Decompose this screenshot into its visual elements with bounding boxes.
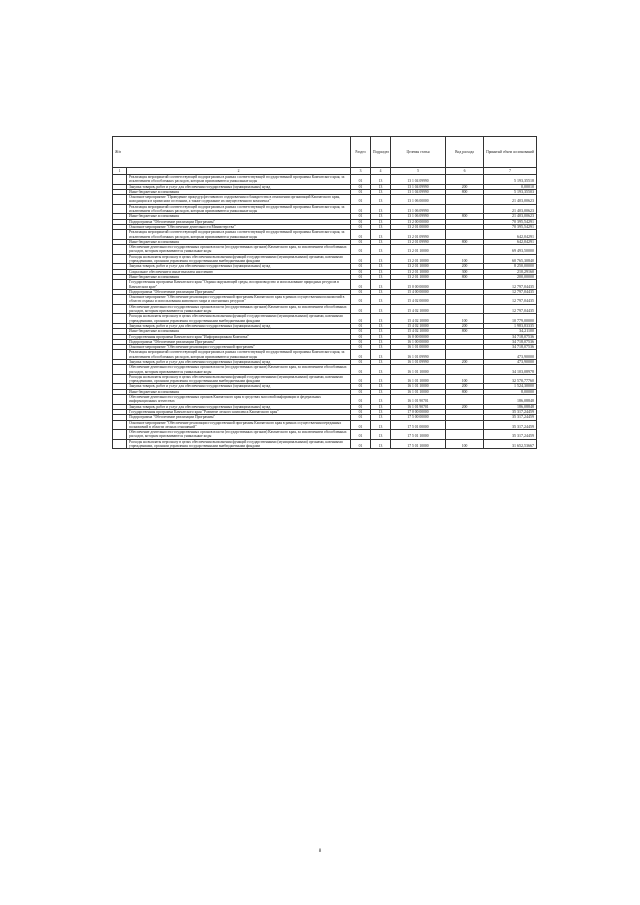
budget-table-sheet — [112, 136, 536, 449]
row-name-cell: Закупка товаров, работ и услуг для обеспечения государственных (муниципальных) нужд — [127, 359, 351, 364]
row-name-cell: Расходы на выплаты персоналу в целях обеспечения выполнения функций государственными (муниципальными) органами, казенными учреждениями, органами управления государственными внебюджетными фондами — [127, 314, 351, 324]
row-podrazdel-cell: 13 — [371, 269, 391, 274]
row-target-article-cell: 13 2 01 09990 — [391, 230, 446, 240]
row-expense-type-cell — [446, 365, 484, 375]
row-podrazdel-cell: 13 — [371, 280, 391, 290]
row-name-cell: Иные бюджетные ассигнования — [127, 389, 351, 394]
row-allocation-cell: 21 403,00623 — [484, 204, 537, 214]
row-allocation-cell: 5 193,35503 — [484, 189, 537, 194]
row-allocation-cell: 34 718,07536 — [484, 334, 537, 339]
row-name-cell: Основное мероприятие "Обеспечение деятельности Министерства" — [127, 224, 351, 229]
row-target-article-cell: 13 1 04 09990 — [391, 175, 446, 185]
table-row — [113, 420, 537, 430]
row-expense-type-cell: 100 — [446, 314, 484, 324]
row-index-cell — [113, 175, 127, 185]
row-target-article-cell: 16 0 00 00000 — [391, 334, 446, 339]
column-number: 7 — [484, 168, 537, 175]
row-podrazdel-cell: 13 — [371, 295, 391, 305]
row-allocation-cell: 34 718,07536 — [484, 339, 537, 344]
row-target-article-cell: 13 2 01 10000 — [391, 264, 446, 269]
row-razdel-cell: 01 — [351, 204, 371, 214]
row-razdel-cell: 01 — [351, 329, 371, 334]
row-razdel-cell: 01 — [351, 280, 371, 290]
row-index-cell — [113, 245, 127, 255]
row-target-article-cell: 17 5 01 00000 — [391, 420, 446, 430]
row-expense-type-cell — [446, 245, 484, 255]
row-index-cell — [113, 304, 127, 314]
row-podrazdel-cell: 13 — [371, 323, 391, 328]
row-podrazdel-cell: 13 — [371, 189, 391, 194]
row-expense-type-cell: 800 — [446, 329, 484, 334]
column-numbers-row — [113, 168, 537, 175]
row-target-article-cell: 13 2 01 00000 — [391, 224, 446, 229]
row-name-cell: Подпрограмма "Обеспечение реализации Программы" — [127, 415, 351, 420]
row-name-cell: Расходы на выплаты персоналу в целях обеспечения выполнения функций государственными (муниципальными) органами, казенными учреждениями, органами управления государственными внебюджетными фондами — [127, 254, 351, 264]
row-razdel-cell: 01 — [351, 254, 371, 264]
row-target-article-cell: 16 1 01 90701 — [391, 404, 446, 409]
row-allocation-cell: 34 718,07536 — [484, 345, 537, 350]
row-razdel-cell: 01 — [351, 184, 371, 189]
row-podrazdel-cell: 13 — [371, 384, 391, 389]
row-target-article-cell: 16 1 01 90701 — [391, 395, 446, 405]
row-razdel-cell: 01 — [351, 323, 371, 328]
column-number: 4 — [371, 168, 391, 175]
row-expense-type-cell: 200 — [446, 264, 484, 269]
row-name-cell: Иные бюджетные ассигнования — [127, 239, 351, 244]
row-podrazdel-cell: 13 — [371, 359, 391, 364]
row-podrazdel-cell: 13 — [371, 415, 391, 420]
table-row — [113, 195, 537, 205]
table-row — [113, 365, 537, 375]
row-allocation-cell: 69 493,50000 — [484, 245, 537, 255]
table-row — [113, 175, 537, 185]
row-razdel-cell: 01 — [351, 295, 371, 305]
row-razdel-cell: 01 — [351, 195, 371, 205]
row-allocation-cell: 32 570,77760 — [484, 374, 537, 384]
row-expense-type-cell: 800 — [446, 189, 484, 194]
row-target-article-cell: 15 4 00 00000 — [391, 289, 446, 294]
row-expense-type-cell: 100 — [446, 374, 484, 384]
row-name-cell: Иные бюджетные ассигнования — [127, 329, 351, 334]
table-row — [113, 314, 537, 324]
row-expense-type-cell: 800 — [446, 389, 484, 394]
row-name-cell: Закупка товаров, работ и услуг для обеспечения государственных (муниципальных) нужд — [127, 323, 351, 328]
row-name-cell: Реализация мероприятий соответствующей подпрограммы в рамках соответствующей государственной программы Камчатского края, за исключением обособленных расходов, которым присваиваются уникальные коды — [127, 230, 351, 240]
row-name-cell: Подпрограмма "Обеспечение реализации Программы" — [127, 289, 351, 294]
row-allocation-cell: 21 403,00623 — [484, 214, 537, 219]
row-name-cell: Подпрограмма "Обеспечение реализации Программы" — [127, 219, 351, 224]
row-allocation-cell: 1 983,83335 — [484, 323, 537, 328]
row-allocation-cell: 34,21100 — [484, 329, 537, 334]
row-allocation-cell: 642,04291 — [484, 239, 537, 244]
row-podrazdel-cell: 13 — [371, 245, 391, 255]
row-podrazdel-cell: 13 — [371, 254, 391, 264]
row-target-article-cell: 17 5 01 10000 — [391, 439, 446, 449]
row-allocation-cell: 60 765,30840 — [484, 254, 537, 264]
header-podrazdel: Подраздел — [371, 137, 391, 168]
row-allocation-cell: 473,90000 — [484, 359, 537, 364]
row-index-cell — [113, 365, 127, 375]
row-target-article-cell: 16 1 01 09990 — [391, 359, 446, 364]
table-row — [113, 350, 537, 360]
row-podrazdel-cell: 13 — [371, 409, 391, 414]
page-number: 8 — [318, 849, 322, 854]
row-target-article-cell: 13 1 06 09990 — [391, 214, 446, 219]
row-allocation-cell: 21 403,00623 — [484, 195, 537, 205]
row-index-cell — [113, 254, 127, 264]
header-number: Ж/в — [113, 137, 351, 168]
column-number: 1 — [113, 168, 127, 175]
row-target-article-cell: 15 4 02 10000 — [391, 304, 446, 314]
row-podrazdel-cell: 13 — [371, 334, 391, 339]
header-razdel: Раздел — [351, 137, 371, 168]
table-row — [113, 254, 537, 264]
row-target-article-cell: 16 1 01 10000 — [391, 384, 446, 389]
row-expense-type-cell: 200 — [446, 323, 484, 328]
row-expense-type-cell — [446, 195, 484, 205]
row-podrazdel-cell: 13 — [371, 289, 391, 294]
row-podrazdel-cell: 13 — [371, 420, 391, 430]
table-row — [113, 374, 537, 384]
row-razdel-cell: 01 — [351, 274, 371, 279]
row-razdel-cell: 01 — [351, 415, 371, 420]
row-podrazdel-cell: 13 — [371, 350, 391, 360]
row-allocation-cell: 1 524,30000 — [484, 384, 537, 389]
row-podrazdel-cell: 13 — [371, 404, 391, 409]
row-razdel-cell: 01 — [351, 245, 371, 255]
row-name-cell: Закупка товаров, работ и услуг для обеспечения государственных (муниципальных) нужд — [127, 264, 351, 269]
row-index-cell — [113, 204, 127, 214]
row-target-article-cell: 15 0 00 00000 — [391, 280, 446, 290]
header-allocation: Принятый объем ассигнований — [484, 137, 537, 168]
row-name-cell: Государственная программа Камчатского края "Развитие лесного комплекса Камчатского края" — [127, 409, 351, 414]
row-name-cell: Расходы на выплаты персоналу в целях обеспечения выполнения функций государственными (муниципальными) органами, казенными учреждениями, органами управления государственными внебюджетными фондами — [127, 374, 351, 384]
row-podrazdel-cell: 13 — [371, 374, 391, 384]
row-allocation-cell: 210,29160 — [484, 269, 537, 274]
row-index-cell — [113, 395, 127, 405]
row-name-cell: Иные бюджетные ассигнования — [127, 214, 351, 219]
row-expense-type-cell — [446, 420, 484, 430]
row-name-cell: Реализация мероприятий соответствующей подпрограммы в рамках соответствующей государственной программы Камчатского края, за исключением обособленных расходов, которым присваиваются уникальные коды — [127, 175, 351, 185]
row-name-cell: Обеспечение деятельности государственных органов власти (государственных органов) Камчатского края, за исключением обособленных расходов, которым присваиваются уникальные коды — [127, 304, 351, 314]
table-row — [113, 230, 537, 240]
row-target-article-cell: 16 1 01 00000 — [391, 345, 446, 350]
row-podrazdel-cell: 13 — [371, 329, 391, 334]
row-podrazdel-cell: 13 — [371, 339, 391, 344]
row-podrazdel-cell: 13 — [371, 195, 391, 205]
row-target-article-cell: 13 2 01 10000 — [391, 274, 446, 279]
row-name-cell: Иные бюджетные ассигнования — [127, 189, 351, 194]
budget-table — [112, 136, 537, 449]
row-index-cell — [113, 439, 127, 449]
row-allocation-cell: 5 193,35518 — [484, 175, 537, 185]
row-target-article-cell: 13 1 06 00000 — [391, 195, 446, 205]
row-index-cell — [113, 314, 127, 324]
row-razdel-cell: 01 — [351, 264, 371, 269]
row-target-article-cell: 16 1 01 10000 — [391, 374, 446, 384]
row-razdel-cell: 01 — [351, 420, 371, 430]
row-allocation-cell: 186,08848 — [484, 404, 537, 409]
row-razdel-cell: 01 — [351, 289, 371, 294]
row-target-article-cell: 13 2 00 00000 — [391, 219, 446, 224]
row-podrazdel-cell: 13 — [371, 204, 391, 214]
row-index-cell — [113, 230, 127, 240]
row-name-cell: Закупка товаров, работ и услуг для обеспечения государственных (муниципальных) нужд — [127, 384, 351, 389]
row-podrazdel-cell: 13 — [371, 239, 391, 244]
row-name-cell: Обеспечение деятельности государственных органов Камчатского края в средствах массовой информации и федеральных информационных агентствах — [127, 395, 351, 405]
table-row — [113, 280, 537, 290]
row-target-article-cell: 16 1 01 10000 — [391, 389, 446, 394]
row-allocation-cell: 35 317,24459 — [484, 415, 537, 420]
row-razdel-cell: 01 — [351, 189, 371, 194]
row-name-cell: Государственная программа Камчатского края "Охрана окружающей среды, воспроизводство и использование природных ресурсов в Камчатском крае" — [127, 280, 351, 290]
table-row — [113, 204, 537, 214]
row-expense-type-cell — [446, 304, 484, 314]
row-podrazdel-cell: 13 — [371, 224, 391, 229]
row-name-cell: Закупка товаров, работ и услуг для обеспечения государственных (муниципальных) нужд — [127, 184, 351, 189]
row-allocation-cell: 8 250,00000 — [484, 264, 537, 269]
row-razdel-cell: 01 — [351, 334, 371, 339]
row-name-cell: Реализация мероприятий соответствующей подпрограммы в рамках соответствующей государственной программы Камчатского края, за исключением обособленных расходов, которым присваиваются уникальные коды — [127, 204, 351, 214]
row-target-article-cell: 17 5 01 10000 — [391, 430, 446, 440]
table-row — [113, 304, 537, 314]
row-expense-type-cell: 300 — [446, 269, 484, 274]
row-allocation-cell: 12 797,04435 — [484, 289, 537, 294]
row-expense-type-cell: 100 — [446, 254, 484, 264]
row-razdel-cell: 01 — [351, 314, 371, 324]
row-allocation-cell: 8,00000 — [484, 389, 537, 394]
row-target-article-cell: 13 1 04 09990 — [391, 184, 446, 189]
row-target-article-cell: 13 1 06 09990 — [391, 204, 446, 214]
row-name-cell: Основное мероприятие "Обеспечение реализации государственной программы" — [127, 345, 351, 350]
row-podrazdel-cell: 13 — [371, 304, 391, 314]
row-target-article-cell: 15 4 02 10000 — [391, 329, 446, 334]
row-razdel-cell: 01 — [351, 304, 371, 314]
row-name-cell: Обеспечение деятельности государственных органов власти (государственных органов) Камчатского края, за исключением обособленных расходов, которым присваиваются уникальные коды — [127, 245, 351, 255]
row-allocation-cell: 186,08848 — [484, 395, 537, 405]
row-name-cell: Закупка товаров, работ и услуг для обеспечения государственных (муниципальных) нужд — [127, 404, 351, 409]
column-number: 5 — [391, 168, 446, 175]
row-expense-type-cell: 200 — [446, 404, 484, 409]
row-expense-type-cell — [446, 395, 484, 405]
row-razdel-cell: 01 — [351, 224, 371, 229]
row-razdel-cell: 01 — [351, 384, 371, 389]
row-expense-type-cell — [446, 204, 484, 214]
row-podrazdel-cell: 13 — [371, 395, 391, 405]
row-name-cell: Обеспечение деятельности государственных органов власти (государственных органов) Камчатского края, за исключением обособленных расходов, которым присваиваются уникальные коды — [127, 365, 351, 375]
table-body — [113, 175, 537, 449]
row-podrazdel-cell: 13 — [371, 175, 391, 185]
row-expense-type-cell: 100 — [446, 439, 484, 449]
row-allocation-cell: 200,00000 — [484, 274, 537, 279]
header-expense-type: Вид расхода — [446, 137, 484, 168]
column-number: 2 — [127, 168, 351, 175]
table-row — [113, 245, 537, 255]
row-index-cell — [113, 195, 127, 205]
row-razdel-cell: 01 — [351, 365, 371, 375]
row-podrazdel-cell: 13 — [371, 430, 391, 440]
row-allocation-cell: 31 652,53667 — [484, 439, 537, 449]
row-razdel-cell: 01 — [351, 439, 371, 449]
row-target-article-cell: 13 2 01 10000 — [391, 254, 446, 264]
row-razdel-cell: 01 — [351, 374, 371, 384]
row-podrazdel-cell: 13 — [371, 214, 391, 219]
row-allocation-cell: 70 395,54291 — [484, 224, 537, 229]
row-razdel-cell: 01 — [351, 389, 371, 394]
row-expense-type-cell — [446, 230, 484, 240]
row-target-article-cell: 17 5 00 00000 — [391, 415, 446, 420]
row-razdel-cell: 01 — [351, 350, 371, 360]
row-podrazdel-cell: 13 — [371, 314, 391, 324]
row-razdel-cell: 01 — [351, 395, 371, 405]
column-number: 6 — [446, 168, 484, 175]
row-expense-type-cell: 200 — [446, 184, 484, 189]
table-row — [113, 395, 537, 405]
row-expense-type-cell: 800 — [446, 239, 484, 244]
row-razdel-cell: 01 — [351, 404, 371, 409]
row-podrazdel-cell: 13 — [371, 389, 391, 394]
row-expense-type-cell: 200 — [446, 384, 484, 389]
row-name-cell: Реализация мероприятий соответствующей подпрограммы в рамках соответствующей государственной программы Камчатского края, за исключением обособленных расходов, которым присваиваются уникальные коды — [127, 350, 351, 360]
table-header-row — [113, 137, 537, 168]
row-name-cell: Расходы на выплаты персоналу в целях обеспечения выполнения функций государственными (муниципальными) органами, казенными учреждениями, органами управления государственными внебюджетными фондами — [127, 439, 351, 449]
row-podrazdel-cell: 13 — [371, 219, 391, 224]
row-expense-type-cell — [446, 295, 484, 305]
row-razdel-cell: 01 — [351, 409, 371, 414]
row-razdel-cell: 01 — [351, 359, 371, 364]
row-target-article-cell: 17 0 00 00000 — [391, 409, 446, 414]
row-index-cell — [113, 295, 127, 305]
row-razdel-cell: 01 — [351, 214, 371, 219]
row-name-cell: Обеспечение деятельности государственных органов власти (государственных органов) Камчатского края, за исключением обособленных расходов, которым присваиваются уникальные коды — [127, 430, 351, 440]
row-expense-type-cell — [446, 350, 484, 360]
row-target-article-cell: 15 4 02 10000 — [391, 323, 446, 328]
row-target-article-cell: 15 4 02 10000 — [391, 314, 446, 324]
row-razdel-cell: 01 — [351, 230, 371, 240]
row-podrazdel-cell: 13 — [371, 439, 391, 449]
row-target-article-cell: 15 4 02 00000 — [391, 295, 446, 305]
row-target-article-cell: 16 1 00 00000 — [391, 339, 446, 344]
table-row — [113, 430, 537, 440]
row-name-cell: Основное мероприятие "Обеспечение реализации государственной программы Камчатского края в рамках осуществления полномочий в области охраны и использования животного мира и охотничьих ресурсов" — [127, 295, 351, 305]
table-row — [113, 439, 537, 449]
row-podrazdel-cell: 13 — [371, 274, 391, 279]
row-expense-type-cell — [446, 430, 484, 440]
row-target-article-cell: 13 1 04 09990 — [391, 189, 446, 194]
row-name-cell: Государственная программа Камчатского края "Информационная Камчатка" — [127, 334, 351, 339]
row-allocation-cell: 35 317,24459 — [484, 409, 537, 414]
row-expense-type-cell — [446, 280, 484, 290]
row-allocation-cell: 35 317,24459 — [484, 430, 537, 440]
row-target-article-cell: 16 1 01 09990 — [391, 350, 446, 360]
row-expense-type-cell — [446, 175, 484, 185]
row-index-cell — [113, 420, 127, 430]
row-razdel-cell: 01 — [351, 430, 371, 440]
table-row — [113, 295, 537, 305]
row-target-article-cell: 13 2 01 10000 — [391, 269, 446, 274]
row-allocation-cell: 12 797,04435 — [484, 280, 537, 290]
row-index-cell — [113, 280, 127, 290]
header-target-article: Целевая статья — [391, 137, 446, 168]
row-name-cell: Иные бюджетные ассигнования — [127, 274, 351, 279]
row-name-cell: Основное мероприятие "Проведение процедур фестивового оздоровления и банкротства в отношении организаций Камчатского края, находящихся в кризисном состоянии, а также содержание их имущественного комплекса" — [127, 195, 351, 205]
row-razdel-cell: 01 — [351, 345, 371, 350]
row-razdel-cell: 01 — [351, 339, 371, 344]
row-allocation-cell: 642,04291 — [484, 230, 537, 240]
row-allocation-cell: 70 395,54291 — [484, 219, 537, 224]
row-name-cell: Основное мероприятие "Обеспечение реализации государственной программы Камчатского края в рамках осуществления переданных полномочий в области лесных отношений" — [127, 420, 351, 430]
row-allocation-cell: 34 103,08978 — [484, 365, 537, 375]
row-razdel-cell: 01 — [351, 269, 371, 274]
row-podrazdel-cell: 13 — [371, 264, 391, 269]
row-name-cell: Подпрограмма "Обеспечение реализации Программы" — [127, 339, 351, 344]
row-podrazdel-cell: 13 — [371, 365, 391, 375]
row-target-article-cell: 16 1 01 10000 — [391, 365, 446, 375]
row-target-article-cell: 13 2 01 10000 — [391, 245, 446, 255]
row-allocation-cell: 35 317,24459 — [484, 420, 537, 430]
row-allocation-cell: 473,90000 — [484, 350, 537, 360]
row-razdel-cell: 01 — [351, 175, 371, 185]
row-name-cell: Социальное обеспечение и иные выплаты населению — [127, 269, 351, 274]
row-expense-type-cell: 200 — [446, 359, 484, 364]
column-number: 3 — [351, 168, 371, 175]
row-razdel-cell: 01 — [351, 219, 371, 224]
row-index-cell — [113, 374, 127, 384]
row-podrazdel-cell: 13 — [371, 230, 391, 240]
row-index-cell — [113, 430, 127, 440]
row-expense-type-cell: 800 — [446, 214, 484, 219]
row-target-article-cell: 13 2 01 09990 — [391, 239, 446, 244]
row-podrazdel-cell: 13 — [371, 184, 391, 189]
row-allocation-cell: 12 797,04435 — [484, 304, 537, 314]
row-allocation-cell: 12 797,04435 — [484, 295, 537, 305]
row-razdel-cell: 01 — [351, 239, 371, 244]
row-allocation-cell: 10 779,00000 — [484, 314, 537, 324]
row-expense-type-cell: 800 — [446, 274, 484, 279]
row-index-cell — [113, 350, 127, 360]
row-allocation-cell: 0,00010 — [484, 184, 537, 189]
row-podrazdel-cell: 13 — [371, 345, 391, 350]
